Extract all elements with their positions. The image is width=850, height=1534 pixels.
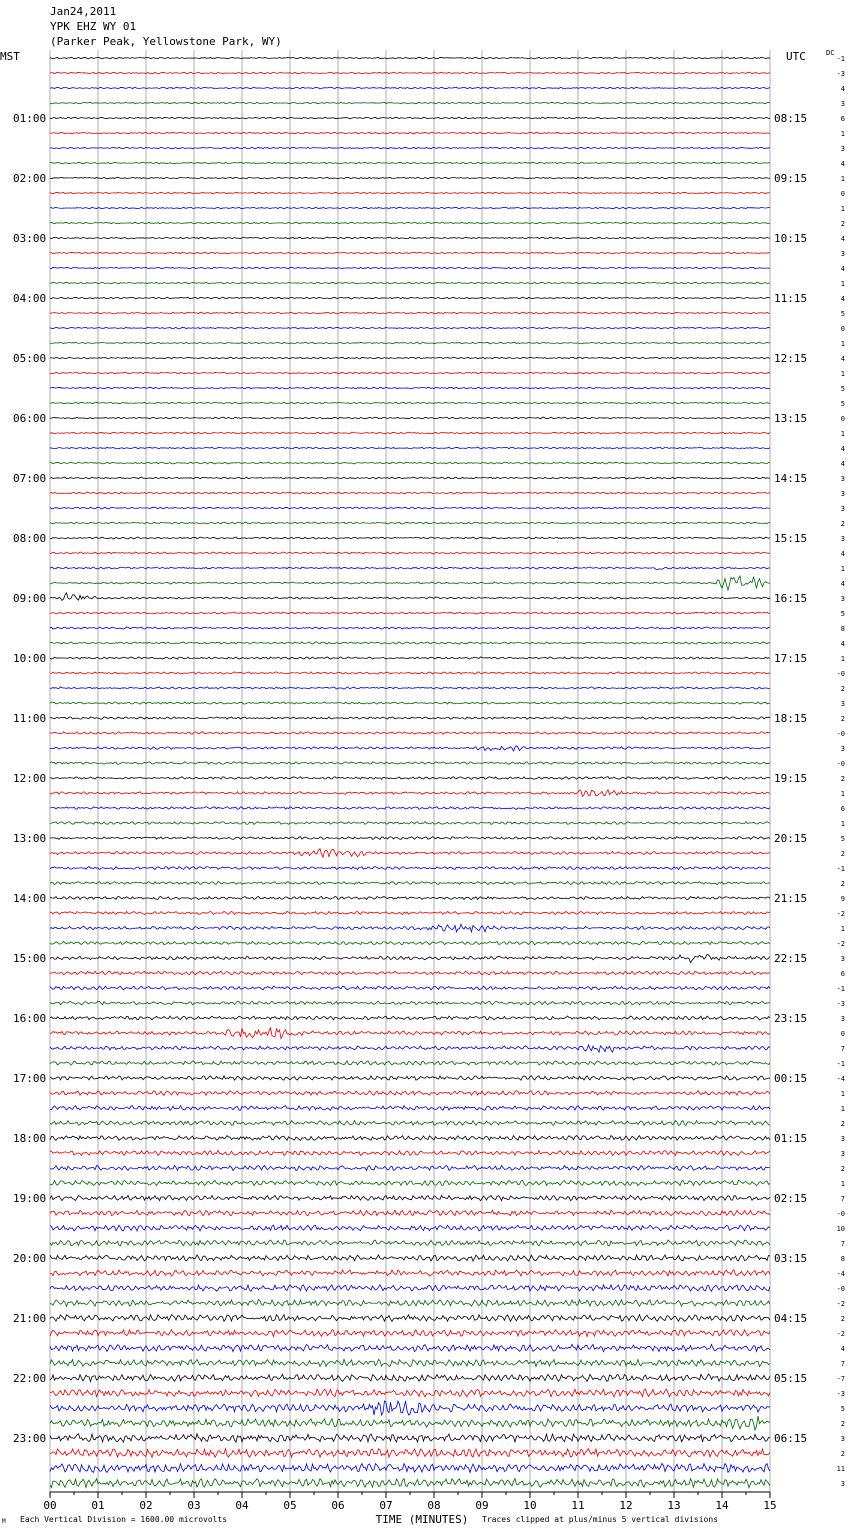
x-tick-label: 09: [475, 1499, 489, 1512]
dc-offset-value: -0: [836, 1285, 845, 1293]
seismic-trace: [50, 522, 770, 524]
dc-offset-value: 11: [836, 1465, 845, 1473]
right-hour-label: 16:15: [774, 592, 808, 605]
right-hour-label: 14:15: [774, 472, 808, 485]
right-hour-label: 08:15: [774, 112, 808, 125]
seismic-trace: [50, 1416, 770, 1430]
dc-offset-value: 0: [840, 325, 845, 333]
seismic-trace: [50, 777, 770, 780]
seismic-trace: [50, 432, 770, 434]
dc-offset-value: 4: [840, 640, 845, 648]
seismic-trace: [50, 593, 770, 600]
left-hour-label: 06:00: [13, 412, 47, 425]
dc-offset-value: 5: [840, 400, 845, 408]
dc-offset-value: 4: [840, 580, 845, 588]
dc-offset-value: 5: [840, 610, 845, 618]
dc-offset-value: 1: [840, 655, 845, 663]
x-tick-label: 04: [235, 1499, 249, 1512]
dc-offset-value: 5: [840, 385, 845, 393]
seismic-trace: [50, 252, 770, 254]
left-hour-label: 15:00: [13, 952, 47, 965]
seismic-trace: [50, 867, 770, 870]
x-tick-label: 01: [91, 1499, 105, 1512]
x-tick-label: 15: [763, 1499, 777, 1512]
clip-note: Traces clipped at plus/minus 5 vertical divisions: [482, 1515, 719, 1524]
seismic-trace: [50, 1165, 770, 1170]
dc-offset-value: 4: [840, 295, 845, 303]
seismic-trace: [50, 1374, 770, 1381]
seismic-trace: [50, 717, 770, 719]
left-hour-label: 12:00: [13, 772, 47, 785]
left-hour-label: 07:00: [13, 472, 47, 485]
station-location: (Parker Peak, Yellowstone Park, WY): [50, 35, 282, 48]
dc-offset-value: 4: [840, 460, 845, 468]
seismic-trace: [50, 807, 770, 810]
dc-offset-value: 6: [840, 115, 845, 123]
dc-offset-value: 3: [840, 100, 845, 108]
dc-offset-value: 4: [840, 355, 845, 363]
dc-offset-value: 1: [840, 175, 845, 183]
seismic-trace: [50, 849, 770, 857]
seismic-trace: [50, 732, 770, 734]
dc-offset-value: 1: [840, 340, 845, 348]
seismic-trace: [50, 1300, 770, 1307]
seismic-trace: [50, 1210, 770, 1216]
seismic-trace: [50, 941, 770, 944]
dc-offset-value: -0: [836, 1210, 845, 1218]
dc-offset-value: -7: [836, 1375, 845, 1383]
seismic-trace: [50, 492, 770, 494]
dc-offset-value: 3: [840, 1015, 845, 1023]
seismic-trace: [50, 417, 770, 419]
station-code: YPK EHZ WY 01: [50, 20, 137, 33]
right-hour-label: 03:15: [774, 1252, 808, 1265]
dc-offset-value: 10: [836, 1225, 845, 1233]
dc-offset-value: 2: [840, 1450, 845, 1458]
seismic-trace: [50, 117, 770, 119]
seismic-trace: [50, 57, 770, 59]
seismic-trace: [50, 402, 770, 404]
seismic-trace: [50, 576, 770, 590]
dc-offset-value: -0: [836, 760, 845, 768]
time-axis: [43, 1492, 776, 1512]
dc-offset-value: 1: [840, 820, 845, 828]
seismic-trace: [50, 1028, 770, 1039]
dc-offset-value: 1: [840, 790, 845, 798]
dc-offset-value: 1: [840, 1090, 845, 1098]
dc-offset-value: -1: [836, 55, 845, 63]
seismic-trace: [50, 1359, 770, 1366]
seismic-trace: [50, 837, 770, 840]
right-hour-label: 11:15: [774, 292, 808, 305]
dc-offset-value: 3: [840, 250, 845, 258]
seismic-trace: [50, 327, 770, 329]
left-hour-label: 22:00: [13, 1372, 47, 1385]
seismic-trace: [50, 282, 770, 284]
right-hour-label: 20:15: [774, 832, 808, 845]
seismic-trace: [50, 881, 770, 884]
seismic-trace: [50, 1076, 770, 1080]
seismic-trace: [50, 896, 770, 899]
seismic-trace: [50, 267, 770, 269]
seismic-trace: [50, 971, 770, 975]
dc-offset-value: 1: [840, 280, 845, 288]
x-tick-label: 02: [139, 1499, 153, 1512]
dc-offset-value: -1: [836, 985, 845, 993]
dc-offset-value: -4: [836, 1270, 845, 1278]
seismic-trace: [50, 1478, 770, 1487]
dc-offset-value: 4: [840, 235, 845, 243]
dc-offset-value: 7: [840, 1045, 845, 1053]
dc-offset-value: 3: [840, 1480, 845, 1488]
dc-offset-value: 2: [840, 1315, 845, 1323]
seismic-trace: [50, 222, 770, 224]
seismic-trace: [50, 1106, 770, 1111]
dc-offset-value: 3: [840, 1150, 845, 1158]
seismic-trace: [50, 702, 770, 704]
seismic-trace: [50, 342, 770, 344]
right-hour-label: 06:15: [774, 1432, 808, 1445]
dc-offset-value: 2: [840, 1120, 845, 1128]
seismic-trace: [50, 1434, 770, 1442]
dc-offset-value: 6: [840, 805, 845, 813]
seismic-trace: [50, 687, 770, 689]
seismic-trace: [50, 1240, 770, 1246]
dc-offset-value: 7: [840, 1240, 845, 1248]
seismic-trace: [50, 372, 770, 374]
dc-offset-value: 4: [840, 550, 845, 558]
dc-offset-value: 0: [840, 1030, 845, 1038]
left-timezone-label: MST: [0, 50, 20, 63]
dc-offset-value: 8: [840, 1255, 845, 1263]
seismic-trace: [50, 790, 770, 797]
seismic-trace: [50, 312, 770, 314]
seismic-trace: [50, 762, 770, 765]
x-tick-label: 11: [571, 1499, 585, 1512]
seismic-trace: [50, 177, 770, 179]
dc-offset-value: 3: [840, 145, 845, 153]
seismic-trace: [50, 1344, 770, 1351]
left-hour-label: 23:00: [13, 1432, 47, 1445]
dc-offset-labels: [837, 55, 845, 1488]
dc-offset-value: 5: [840, 1405, 845, 1413]
seismic-trace: [50, 1001, 770, 1005]
trace-group: [50, 57, 770, 1487]
dc-offset-value: 6: [840, 970, 845, 978]
seismic-trace: [50, 1150, 770, 1155]
dc-offset-value: 2: [840, 850, 845, 858]
left-hour-label: 09:00: [13, 592, 47, 605]
seismic-trace: [50, 1255, 770, 1261]
dc-offset-value: -1: [836, 1060, 845, 1068]
right-hour-label: 12:15: [774, 352, 808, 365]
dc-offset-value: 4: [840, 1345, 845, 1353]
dc-offset-value: 8: [840, 625, 845, 633]
seismic-trace: [50, 954, 770, 962]
x-tick-label: 13: [667, 1499, 681, 1512]
x-tick-label: 14: [715, 1499, 729, 1512]
right-hour-label: 15:15: [774, 532, 808, 545]
dc-offset-heading: DC: [826, 49, 835, 57]
left-hour-label: 02:00: [13, 172, 47, 185]
seismic-trace: [50, 102, 770, 104]
seismic-trace: [50, 72, 770, 74]
dc-offset-value: 0: [840, 190, 845, 198]
dc-offset-value: 2: [840, 1165, 845, 1173]
dc-offset-value: 3: [840, 745, 845, 753]
seismic-trace: [50, 1389, 770, 1397]
left-hour-label: 17:00: [13, 1072, 47, 1085]
x-tick-label: 06: [331, 1499, 345, 1512]
left-hour-label: 11:00: [13, 712, 47, 725]
seismic-trace: [50, 132, 770, 134]
seismic-trace: [50, 297, 770, 299]
dc-offset-value: 5: [840, 310, 845, 318]
dc-offset-value: 1: [840, 130, 845, 138]
dc-offset-value: 1: [840, 565, 845, 573]
seismic-trace: [50, 1016, 770, 1020]
right-hour-label: 01:15: [774, 1132, 808, 1145]
dc-offset-value: -3: [836, 70, 845, 78]
dc-offset-value: 3: [840, 595, 845, 603]
dc-offset-value: 1: [840, 430, 845, 438]
x-axis-title: TIME (MINUTES): [375, 1513, 469, 1526]
x-tick-label: 00: [43, 1499, 57, 1512]
seismic-trace: [50, 924, 770, 932]
seismic-trace: [50, 1045, 770, 1052]
right-hour-label: 09:15: [774, 172, 808, 185]
dc-offset-value: -2: [836, 940, 845, 948]
dc-offset-value: 3: [840, 475, 845, 483]
seismic-trace: [50, 1285, 770, 1292]
x-tick-label: 10: [523, 1499, 537, 1512]
seismic-trace: [50, 657, 770, 659]
seismic-trace: [50, 147, 770, 149]
seismic-trace: [50, 642, 770, 644]
dc-offset-value: 4: [840, 160, 845, 168]
left-hour-label: 18:00: [13, 1132, 47, 1145]
right-hour-label: 23:15: [774, 1012, 808, 1025]
right-hour-label: 02:15: [774, 1192, 808, 1205]
x-tick-label: 12: [619, 1499, 633, 1512]
seismic-trace: [50, 357, 770, 359]
seismic-trace: [50, 1180, 770, 1185]
dc-offset-value: 7: [840, 1195, 845, 1203]
dc-offset-value: 1: [840, 925, 845, 933]
dc-offset-value: 3: [840, 1435, 845, 1443]
dc-offset-value: 5: [840, 835, 845, 843]
left-hour-label: 04:00: [13, 292, 47, 305]
seismic-trace: [50, 627, 770, 629]
right-hour-label: 05:15: [774, 1372, 808, 1385]
right-timezone-label: UTC: [786, 50, 806, 63]
left-hour-label: 05:00: [13, 352, 47, 365]
seismic-trace: [50, 237, 770, 239]
dc-offset-value: 2: [840, 220, 845, 228]
dc-offset-value: -0: [836, 670, 845, 678]
footer-mark: M: [2, 1518, 6, 1525]
seismic-trace: [50, 1315, 770, 1322]
dc-offset-value: 2: [840, 775, 845, 783]
dc-offset-value: 3: [840, 700, 845, 708]
seismic-trace: [50, 552, 770, 554]
seismic-trace: [50, 1463, 770, 1472]
seismic-trace: [50, 822, 770, 825]
dc-offset-value: 1: [840, 370, 845, 378]
right-hour-label: 21:15: [774, 892, 808, 905]
seismic-trace: [50, 192, 770, 194]
seismic-trace: [50, 746, 770, 751]
x-tick-label: 03: [187, 1499, 201, 1512]
dc-offset-value: -1: [836, 865, 845, 873]
seismic-trace: [50, 87, 770, 89]
seismic-trace: [50, 1136, 770, 1141]
dc-offset-value: 3: [840, 535, 845, 543]
dc-offset-value: 1: [840, 1180, 845, 1188]
left-hour-label: 03:00: [13, 232, 47, 245]
right-hour-label: 17:15: [774, 652, 808, 665]
right-hour-label: 22:15: [774, 952, 808, 965]
seismic-trace: [50, 612, 770, 614]
dc-offset-value: 4: [840, 265, 845, 273]
seismic-trace: [50, 1225, 770, 1231]
seismic-trace: [50, 567, 770, 570]
left-hour-label: 19:00: [13, 1192, 47, 1205]
seismic-trace: [50, 1449, 770, 1458]
dc-offset-value: 0: [840, 415, 845, 423]
left-hour-label: 08:00: [13, 532, 47, 545]
seismic-trace: [50, 1270, 770, 1276]
seismic-trace: [50, 162, 770, 164]
hour-labels: [13, 112, 807, 1445]
seismic-trace: [50, 537, 770, 539]
dc-offset-value: 3: [840, 1135, 845, 1143]
left-hour-label: 16:00: [13, 1012, 47, 1025]
dc-offset-value: 4: [840, 85, 845, 93]
seismic-trace: [50, 1330, 770, 1337]
dc-offset-value: -3: [836, 1390, 845, 1398]
dc-offset-value: 3: [840, 955, 845, 963]
dc-offset-value: 2: [840, 520, 845, 528]
dc-offset-value: 2: [840, 880, 845, 888]
dc-offset-value: -2: [836, 1300, 845, 1308]
left-hour-label: 20:00: [13, 1252, 47, 1265]
left-hour-label: 01:00: [13, 112, 47, 125]
right-hour-label: 00:15: [774, 1072, 808, 1085]
left-hour-label: 14:00: [13, 892, 47, 905]
x-tick-label: 08: [427, 1499, 441, 1512]
seismic-trace: [50, 986, 770, 990]
right-hour-label: 18:15: [774, 712, 808, 725]
dc-offset-value: -4: [836, 1075, 845, 1083]
left-hour-label: 13:00: [13, 832, 47, 845]
dc-offset-value: 2: [840, 685, 845, 693]
left-hour-label: 21:00: [13, 1312, 47, 1325]
dc-offset-value: -2: [836, 910, 845, 918]
seismic-trace: [50, 1121, 770, 1126]
dc-offset-value: 4: [840, 445, 845, 453]
right-hour-label: 10:15: [774, 232, 808, 245]
dc-offset-value: -0: [836, 730, 845, 738]
dc-offset-value: 9: [840, 895, 845, 903]
dc-offset-value: 1: [840, 1105, 845, 1113]
dc-offset-value: -3: [836, 1000, 845, 1008]
seismic-trace: [50, 672, 770, 674]
seismic-trace: [50, 447, 770, 449]
seismic-trace: [50, 477, 770, 479]
seismic-trace: [50, 387, 770, 389]
seismic-trace: [50, 507, 770, 509]
right-hour-label: 04:15: [774, 1312, 808, 1325]
x-tick-label: 07: [379, 1499, 393, 1512]
dc-offset-value: -2: [836, 1330, 845, 1338]
scale-note: Each Vertical Division = 1600.00 microvolts: [20, 1515, 228, 1524]
dc-offset-value: 2: [840, 715, 845, 723]
seismic-trace: [50, 207, 770, 209]
seismic-trace: [50, 1195, 770, 1200]
chart-date: Jan24,2011: [50, 5, 117, 18]
seismic-trace: [50, 1091, 770, 1096]
dc-offset-value: 3: [840, 505, 845, 513]
right-hour-label: 13:15: [774, 412, 808, 425]
dc-offset-value: 1: [840, 205, 845, 213]
dc-offset-value: 7: [840, 1360, 845, 1368]
seismic-trace: [50, 462, 770, 464]
seismic-trace: [50, 911, 770, 914]
right-hour-label: 19:15: [774, 772, 808, 785]
left-hour-label: 10:00: [13, 652, 47, 665]
seismic-trace: [50, 1061, 770, 1065]
x-tick-label: 05: [283, 1499, 297, 1512]
seismic-trace: [50, 1401, 770, 1415]
dc-offset-value: 2: [840, 1420, 845, 1428]
dc-offset-value: 3: [840, 490, 845, 498]
